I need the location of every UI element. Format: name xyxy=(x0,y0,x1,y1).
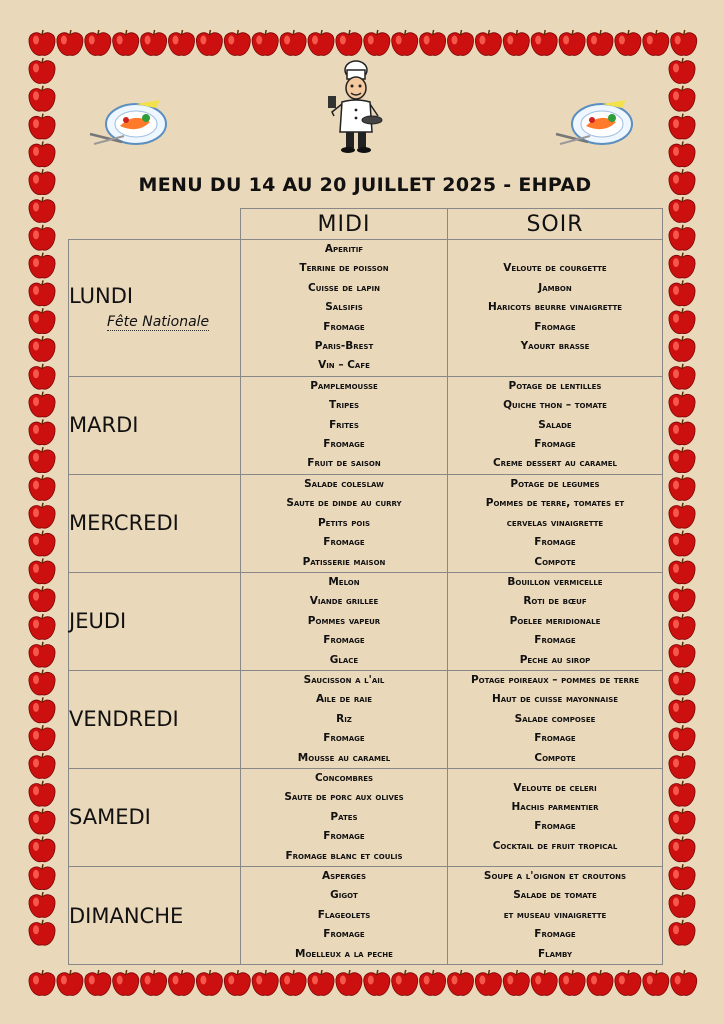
menu-item: Potage poireaux – pommes de terre xyxy=(470,673,640,686)
apple-icon xyxy=(29,586,55,611)
apple-icon xyxy=(447,970,473,995)
menu-item: Fromage xyxy=(534,438,576,451)
apple-icon xyxy=(669,58,695,83)
apple-icon xyxy=(669,642,695,667)
page-title: MENU DU 14 AU 20 JUILLET 2025 - EHPAD xyxy=(138,174,592,196)
apple-icon xyxy=(669,336,695,361)
apple-icon xyxy=(669,892,695,917)
chef-illustration xyxy=(326,60,386,156)
apple-icon xyxy=(29,447,55,472)
plate-illustration xyxy=(552,100,638,154)
menu-table xyxy=(68,208,663,965)
apple-icon xyxy=(559,970,585,995)
apple-icon xyxy=(671,30,697,55)
apple-icon xyxy=(669,697,695,722)
menu-item: Fromage xyxy=(534,928,576,941)
menu-item: Haricots beurre vinaigrette xyxy=(487,301,623,314)
apple-icon xyxy=(196,970,222,995)
apple-icon xyxy=(29,253,55,278)
apple-icon xyxy=(29,475,55,500)
apple-icon xyxy=(420,30,446,55)
menu-item: Pommes de terre, tomates et xyxy=(485,497,625,510)
apple-icon xyxy=(280,30,306,55)
day-name: LUNDI xyxy=(69,284,134,309)
menu-item: Aile de raie xyxy=(315,693,373,706)
midi-cell xyxy=(241,474,448,572)
apple-icon xyxy=(643,970,669,995)
apple-icon xyxy=(29,392,55,417)
menu-item: Veloute de celeri xyxy=(513,781,597,794)
day-row xyxy=(69,474,663,572)
menu-item: Hachis parmentier xyxy=(511,801,599,814)
menu-item: Moelleux a la peche xyxy=(295,947,393,960)
apple-icon xyxy=(447,30,473,55)
menu-item: Pamplemousse xyxy=(310,379,378,392)
menu-item: Flageolets xyxy=(317,908,371,921)
day-row xyxy=(69,240,663,377)
apple-icon xyxy=(669,920,695,945)
apple-icon xyxy=(669,836,695,861)
apple-icon xyxy=(280,970,306,995)
day-cell xyxy=(69,867,241,965)
midi-cell xyxy=(241,572,448,670)
menu-item: Glace xyxy=(329,653,359,666)
menu-item: Soupe a l'oignon et croutons xyxy=(483,870,627,882)
menu-item: Saucisson a l'ail xyxy=(303,673,385,686)
soir-cell xyxy=(448,867,663,965)
apple-icon xyxy=(29,197,55,222)
menu-item: Roti de bœuf xyxy=(523,595,587,608)
header-midi: MIDI xyxy=(241,209,448,240)
apple-icon xyxy=(336,970,362,995)
apple-icon xyxy=(29,503,55,528)
apple-icon xyxy=(669,781,695,806)
midi-cell xyxy=(241,768,448,866)
apple-icon xyxy=(29,336,55,361)
day-row xyxy=(69,867,663,965)
day-row xyxy=(69,768,663,866)
apple-icon xyxy=(587,30,613,55)
menu-item: Pates xyxy=(330,810,358,823)
apple-icon xyxy=(669,364,695,389)
menu-item: Fromage xyxy=(323,830,365,843)
apple-icon xyxy=(392,970,418,995)
menu-item: Aperitif xyxy=(324,243,364,255)
soir-cell xyxy=(448,768,663,866)
apple-icon xyxy=(29,697,55,722)
day-name: MERCREDI xyxy=(69,511,179,536)
apple-icon xyxy=(29,86,55,111)
apple-icon xyxy=(531,30,557,55)
apple-icon xyxy=(168,30,194,55)
menu-item: Creme dessert au caramel xyxy=(492,457,618,470)
soir-cell xyxy=(448,572,663,670)
apple-icon xyxy=(669,864,695,889)
menu-item: Gigot xyxy=(330,889,358,902)
apple-icon xyxy=(29,753,55,778)
menu-item: Riz xyxy=(336,712,352,725)
menu-item: Haut de cuisse mayonnaise xyxy=(491,693,619,706)
apple-icon xyxy=(503,30,529,55)
apple-icon xyxy=(29,141,55,166)
apple-icon xyxy=(29,725,55,750)
menu-item: Petits pois xyxy=(317,516,371,529)
menu-item: Fromage xyxy=(323,634,365,647)
apple-icon xyxy=(224,970,250,995)
apple-icon xyxy=(141,970,167,995)
apple-icon xyxy=(224,30,250,55)
day-name: MARDI xyxy=(69,413,139,438)
apple-icon xyxy=(669,586,695,611)
header-row xyxy=(69,209,663,240)
apple-icon xyxy=(669,392,695,417)
menu-item: Potage de legumes xyxy=(510,477,600,490)
apple-icon xyxy=(29,781,55,806)
menu-item: Salade coleslaw xyxy=(304,477,384,490)
apple-icon xyxy=(531,970,557,995)
menu-item: Viande grillee xyxy=(309,595,379,608)
apple-icon xyxy=(141,30,167,55)
apple-icon xyxy=(669,253,695,278)
apple-icon xyxy=(503,970,529,995)
apple-icon xyxy=(559,30,585,55)
menu-item: Fromage xyxy=(323,536,365,549)
apple-icon xyxy=(29,280,55,305)
menu-item: Terrine de poisson xyxy=(299,262,389,275)
apple-icon xyxy=(29,308,55,333)
apple-icon xyxy=(669,531,695,556)
day-note: Fête Nationale xyxy=(107,314,210,331)
menu-item: Saute de dinde au curry xyxy=(286,497,402,510)
apple-icon xyxy=(643,30,669,55)
midi-cell xyxy=(241,376,448,474)
apple-icon xyxy=(29,670,55,695)
apple-icon xyxy=(669,614,695,639)
apple-icon xyxy=(85,30,111,55)
apple-icon xyxy=(168,970,194,995)
menu-item: cervelas vinaigrette xyxy=(506,516,604,529)
menu-item: Fromage xyxy=(534,536,576,549)
day-cell xyxy=(69,572,241,670)
menu-item: Veloute de courgette xyxy=(503,262,607,275)
menu-item: Tripes xyxy=(328,399,360,412)
apple-icon xyxy=(669,670,695,695)
menu-item: Cocktail de fruit tropical xyxy=(492,839,618,852)
apple-icon xyxy=(475,30,501,55)
day-cell xyxy=(69,240,241,377)
menu-item: Fromage xyxy=(534,820,576,833)
day-row xyxy=(69,670,663,768)
menu-item: Pommes vapeur xyxy=(307,614,381,627)
apple-icon xyxy=(669,280,695,305)
apple-icon xyxy=(29,836,55,861)
plate-illustration xyxy=(86,100,172,154)
apple-icon xyxy=(364,970,390,995)
apple-icon xyxy=(669,725,695,750)
menu-item: Fromage blanc et coulis xyxy=(285,849,403,862)
apple-icon xyxy=(29,114,55,139)
apple-icon xyxy=(29,642,55,667)
menu-item: Fromage xyxy=(323,732,365,745)
apple-icon xyxy=(29,970,55,995)
menu-item: Patisserie maison xyxy=(302,555,386,568)
apple-icon xyxy=(669,225,695,250)
menu-item: et museau vinaigrette xyxy=(503,908,607,921)
apple-icon xyxy=(252,970,278,995)
menu-item: Mousse au caramel xyxy=(297,751,391,764)
apple-icon xyxy=(196,30,222,55)
apple-icon xyxy=(113,30,139,55)
apple-icon xyxy=(669,169,695,194)
apple-icon xyxy=(669,447,695,472)
apple-icon xyxy=(669,141,695,166)
apple-icon xyxy=(420,970,446,995)
apple-icon xyxy=(669,503,695,528)
day-cell xyxy=(69,768,241,866)
menu-item: Salade composee xyxy=(514,712,596,725)
apple-icon xyxy=(587,970,613,995)
apple-icon xyxy=(29,30,55,55)
apple-icon xyxy=(57,970,83,995)
apple-icon xyxy=(308,30,334,55)
apple-icon xyxy=(669,809,695,834)
day-name: DIMANCHE xyxy=(69,903,184,928)
menu-item: Poelee meridionale xyxy=(509,614,601,627)
day-cell xyxy=(69,670,241,768)
soir-cell xyxy=(448,240,663,377)
day-cell xyxy=(69,474,241,572)
menu-item: Potage de lentilles xyxy=(508,379,602,392)
apple-icon xyxy=(29,809,55,834)
menu-item: Cuisse de lapin xyxy=(308,281,380,294)
menu-item: Fromage xyxy=(323,320,365,333)
menu-item: Peche au sirop xyxy=(519,653,591,666)
menu-item: Salsifis xyxy=(325,301,363,314)
soir-cell xyxy=(448,474,663,572)
apple-icon xyxy=(669,475,695,500)
menu-item: Salade xyxy=(538,418,572,431)
menu-item: Frites xyxy=(329,418,359,431)
apple-icon xyxy=(669,308,695,333)
apple-icon xyxy=(57,30,83,55)
apple-icon xyxy=(336,30,362,55)
day-name: JEUDI xyxy=(69,609,127,634)
apple-icon xyxy=(29,892,55,917)
menu-item: Fruit de saison xyxy=(307,457,381,470)
menu-item: Yaourt brasse xyxy=(520,340,590,353)
apple-icon xyxy=(29,531,55,556)
apple-icon xyxy=(669,558,695,583)
apple-icon xyxy=(671,970,697,995)
menu-item: Jambon xyxy=(538,281,572,294)
day-cell xyxy=(69,376,241,474)
header-blank xyxy=(69,209,241,240)
apple-icon xyxy=(364,30,390,55)
day-name: VENDREDI xyxy=(69,707,179,732)
menu-item: Flamby xyxy=(537,947,573,960)
menu-item: Compote xyxy=(534,555,576,568)
menu-item: Fromage xyxy=(323,928,365,941)
menu-item: Melon xyxy=(328,575,360,588)
menu-item: Compote xyxy=(534,751,576,764)
soir-cell xyxy=(448,670,663,768)
apple-icon xyxy=(29,169,55,194)
apple-icon xyxy=(85,970,111,995)
apple-icon xyxy=(615,30,641,55)
apple-icon xyxy=(475,970,501,995)
menu-item: Paris-Brest xyxy=(314,340,374,353)
midi-cell xyxy=(241,867,448,965)
apple-icon xyxy=(669,114,695,139)
day-name: SAMEDI xyxy=(69,805,151,830)
midi-cell xyxy=(241,240,448,377)
apple-icon xyxy=(29,558,55,583)
menu-item: Fromage xyxy=(534,634,576,647)
apple-icon xyxy=(669,753,695,778)
menu-item: Fromage xyxy=(534,320,576,333)
apple-icon xyxy=(29,225,55,250)
apple-icon xyxy=(308,970,334,995)
menu-item: Fromage xyxy=(534,732,576,745)
menu-item: Quiche thon – tomate xyxy=(503,399,607,412)
apple-icon xyxy=(252,30,278,55)
apple-icon xyxy=(29,920,55,945)
apple-icon xyxy=(29,364,55,389)
day-row xyxy=(69,572,663,670)
apple-icon xyxy=(669,86,695,111)
apple-icon xyxy=(113,970,139,995)
apple-icon xyxy=(615,970,641,995)
menu-item: Concombres xyxy=(314,771,374,784)
menu-item: Bouillon vermicelle xyxy=(507,575,603,588)
header-soir: SOIR xyxy=(448,209,663,240)
apple-icon xyxy=(669,197,695,222)
apple-icon xyxy=(669,419,695,444)
menu-item: Salade de tomate xyxy=(513,889,597,902)
menu-item: Saute de porc aux olives xyxy=(284,791,404,804)
apple-icon xyxy=(29,58,55,83)
day-row xyxy=(69,376,663,474)
apple-icon xyxy=(29,864,55,889)
midi-cell xyxy=(241,670,448,768)
menu-item: Vin – Cafe xyxy=(318,359,370,372)
menu-item: Asperges xyxy=(321,870,367,882)
apple-icon xyxy=(29,614,55,639)
apple-icon xyxy=(29,419,55,444)
apple-icon xyxy=(392,30,418,55)
menu-item: Fromage xyxy=(323,438,365,451)
soir-cell xyxy=(448,376,663,474)
